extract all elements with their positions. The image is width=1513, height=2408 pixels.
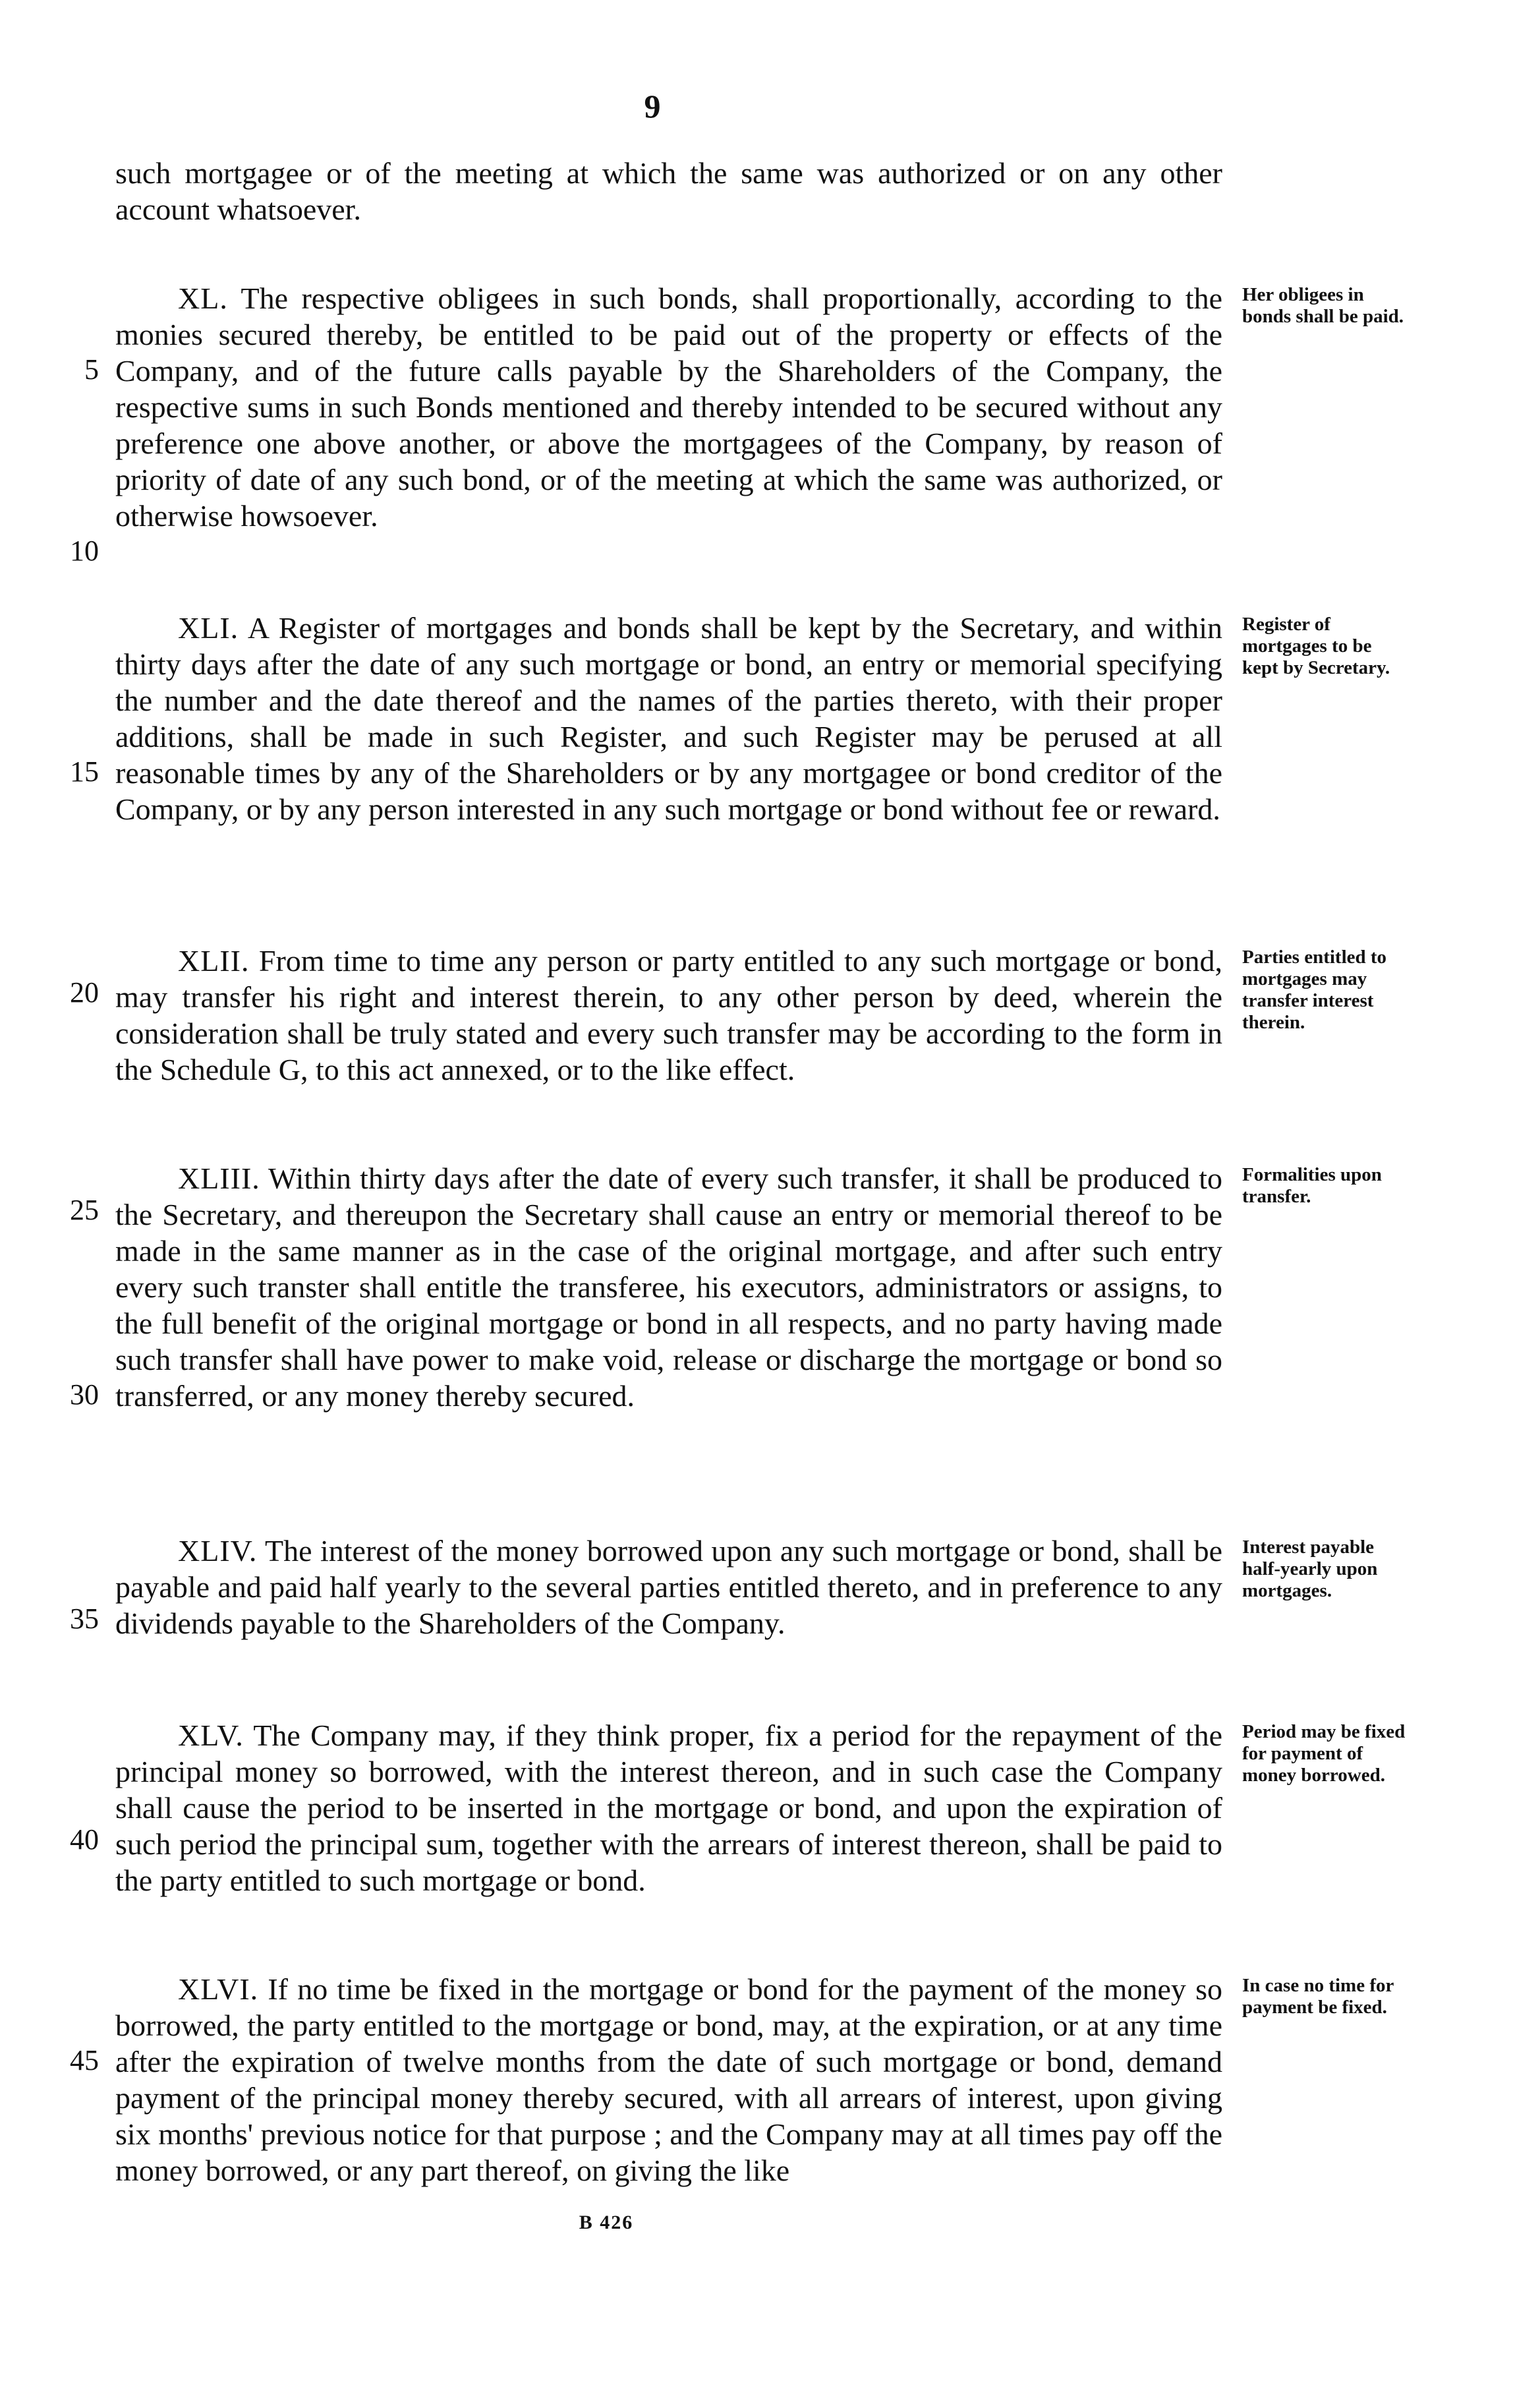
section-numeral: XLIV. <box>178 1534 258 1568</box>
section-numeral: XLV. <box>178 1718 244 1752</box>
line-number: 5 <box>84 353 99 386</box>
margin-note: Formalities upon transfer. <box>1242 1164 1382 1207</box>
section-body <box>115 1971 1222 2188</box>
line-number: 15 <box>70 755 99 788</box>
section-text: If no time be fixed in the mortgage or bond for the payment of the money so borrowed, the party entitled to the mortgage or bond, may, at the expiration, or at any time after the expiration of twelve months from the date of such mortgage or bond, demand payment of the principal money thereby secured, with all arrears of interest, upon giving six months' previous notice for that purpose ; and the Company may at all times pay off the money borrowed, or any part thereof, on giving the like <box>115 1972 1222 2187</box>
line-number: 35 <box>70 1602 99 1635</box>
section-text: The respective obligees in such bonds, shall proportionally, according to the monies secured thereby, be entitled to be paid out of the property or effects of the Company, and of the future calls payable by the Shareholders of the Company, the respective sums in such Bonds mentioned and thereby intended to be secured without any preference one above another, or above the mortgagees of the Company, by reason of priority of date of any such bond, or of the meeting at which the same was authorized, or otherwise howsoever. <box>115 281 1222 533</box>
margin-note: Period may be fixed for payment of money borrowed. <box>1242 1721 1406 1786</box>
margin-note: Interest payable half-yearly upon mortgages. <box>1242 1537 1378 1601</box>
section-numeral: XLII. <box>178 944 250 978</box>
section-body <box>115 610 1222 827</box>
margin-note: Her obligees in bonds shall be paid. <box>1242 284 1404 327</box>
margin-note: In case no time for payment be fixed. <box>1242 1975 1394 2018</box>
section-numeral: XLI. <box>178 611 239 645</box>
signature-mark: B 426 <box>579 2212 634 2233</box>
section-text: From time to time any person or party entitled to any such mortgage or bond, may transfer his right and interest therein, to any other person by deed, wherein the consideration shall be truly stated and every such transfer may be according to the form in the Schedule G, to this act annexed, or to the like effect. <box>115 944 1223 1086</box>
line-number: 20 <box>70 976 99 1009</box>
section-body <box>115 1717 1222 1898</box>
section-numeral: XLIII. <box>178 1161 260 1195</box>
margin-note: Parties entitled to mortgages may transfer interest therein. <box>1242 947 1387 1033</box>
section-body <box>115 943 1222 1088</box>
section-text: A Register of mortgages and bonds shall be kept by the Secretary, and within thirty days after the date of any such mortgage or bond, an entry or memorial specifying the number and the date thereof and the names of the parties thereto, with their proper additions, shall be made in such Register, and such Register may be perused at all reasonable times by any of the Shareholders or by any mortgagee or bond creditor of the Company, or by any person interested in any such mortgage or bond without fee or reward. <box>115 611 1222 826</box>
section-numeral: XLVI. <box>178 1972 259 2006</box>
line-number: 10 <box>70 535 99 567</box>
margin-note: Register of mortgages to be kept by Secretary. <box>1242 614 1390 678</box>
line-number: 40 <box>70 1823 99 1856</box>
section-text: Within thirty days after the date of every such transfer, it shall be produced to the Secretary, and thereupon the Secretary shall cause an entry or memorial thereof to be made in the same manner as in the case of the original mortgage, and after such entry every such transter shall entitle the transferee, his executors, administrators or assigns, to the full benefit of the original mortgage or bond in all respects, and no party having made such transfer shall have power to make void, release or discharge the mortgage or bond so transferred, or any money thereby secured. <box>115 1161 1222 1413</box>
line-number: 45 <box>70 2044 99 2076</box>
line-number: 25 <box>70 1194 99 1226</box>
section-body <box>115 1160 1222 1414</box>
section-numeral: XL. <box>178 281 228 315</box>
section-text: The Company may, if they think proper, fix a period for the repayment of the principal money so borrowed, with the interest thereon, and in such case the Company shall cause the period to be inserted in the mortgage or bond, and upon the expiration of such period the principal sum, together with the arrears of interest thereon, shall be paid to the party entitled to such mortgage or bond. <box>115 1718 1222 1897</box>
section-body <box>115 280 1222 534</box>
intro-paragraph: such mortgagee or of the meeting at which the same was authorized or on any other account whatsoever. <box>115 156 1222 226</box>
section-body <box>115 1533 1222 1641</box>
section-text: The interest of the money borrowed upon any such mortgage or bond, shall be payable and paid half yearly to the several parties entitled thereto, and in preference to any dividends payable to the Shareholders of the Company. <box>115 1534 1222 1640</box>
line-number: 30 <box>70 1378 99 1411</box>
page-number: 9 <box>644 88 661 125</box>
